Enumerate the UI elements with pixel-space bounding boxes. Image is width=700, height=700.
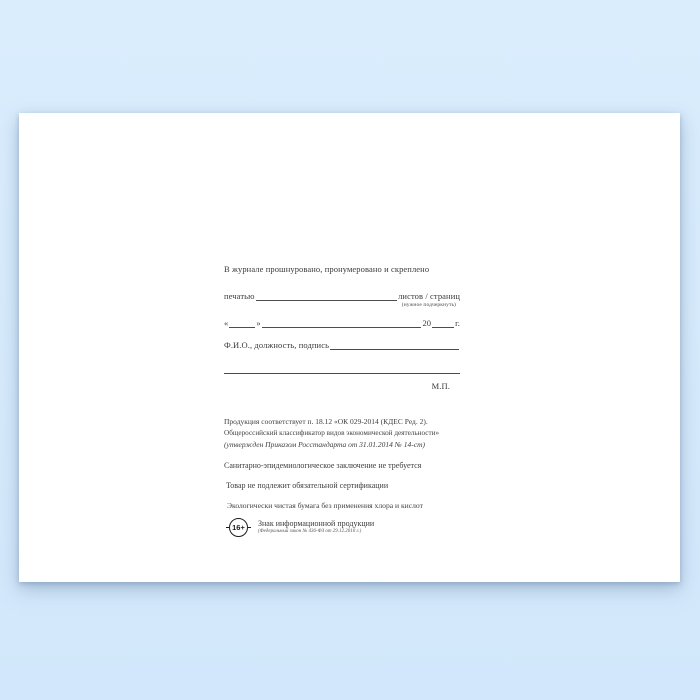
statement-certification: Товар не подлежит обязательной сертификации bbox=[226, 480, 389, 490]
close-quote: » bbox=[256, 318, 261, 328]
age-mark-law-note: (Федеральный закон № 436-ФЗ от 29.12.2010 г.) bbox=[258, 528, 362, 534]
document-page bbox=[19, 113, 680, 582]
age-16-label: 16+ bbox=[232, 522, 245, 532]
signature-blank-line bbox=[330, 342, 459, 350]
extra-blank-line bbox=[224, 365, 460, 374]
statements-block bbox=[224, 461, 460, 511]
month-blank-line bbox=[262, 320, 422, 328]
age-mark-title: Знак информационной продукции bbox=[258, 518, 375, 528]
open-quote: « bbox=[224, 318, 229, 328]
conformity-line-2: Общероссийский классификатор видов экономической деятельности» bbox=[224, 428, 440, 437]
year-suffix: г. bbox=[455, 318, 460, 328]
stamp-place-label: М.П. bbox=[431, 381, 450, 391]
age-mark-block bbox=[229, 517, 460, 537]
binding-statement: В журнале прошнуровано, пронумеровано и скреплено bbox=[224, 264, 430, 274]
page-content bbox=[224, 264, 460, 537]
date-line bbox=[224, 318, 460, 328]
sheets-pages-label: листов / страниц bbox=[398, 291, 460, 301]
conformity-line-3: (утвержден Приказом Росстандарта от 31.01.2014 № 14-ст) bbox=[224, 440, 425, 449]
statement-sanitary: Санитарно-эпидемиологическое заключение не требуется bbox=[224, 460, 422, 470]
year-blank-line bbox=[432, 320, 454, 328]
product-conformity-block bbox=[224, 416, 460, 451]
seal-label: печатью bbox=[224, 291, 255, 301]
conformity-line-1: Продукция соответствует п. 18.12 «ОК 029-2014 (КДЕС Ред. 2). bbox=[224, 417, 428, 426]
binding-block bbox=[224, 264, 460, 391]
blank-line bbox=[256, 293, 398, 301]
day-blank-line bbox=[229, 320, 255, 328]
signature-line bbox=[224, 340, 460, 350]
statement-ecology: Экологически чистая бумага без применения хлора и кислот bbox=[227, 500, 423, 510]
year-prefix: 20 bbox=[422, 318, 432, 328]
age-mark-text bbox=[258, 517, 374, 535]
age-16-icon bbox=[229, 518, 248, 537]
underline-note: (нужное подчеркнуть) bbox=[401, 302, 456, 308]
seal-line bbox=[224, 291, 460, 301]
signature-label: Ф.И.О., должность, подпись bbox=[224, 340, 330, 350]
extra-blank-row bbox=[224, 365, 460, 374]
